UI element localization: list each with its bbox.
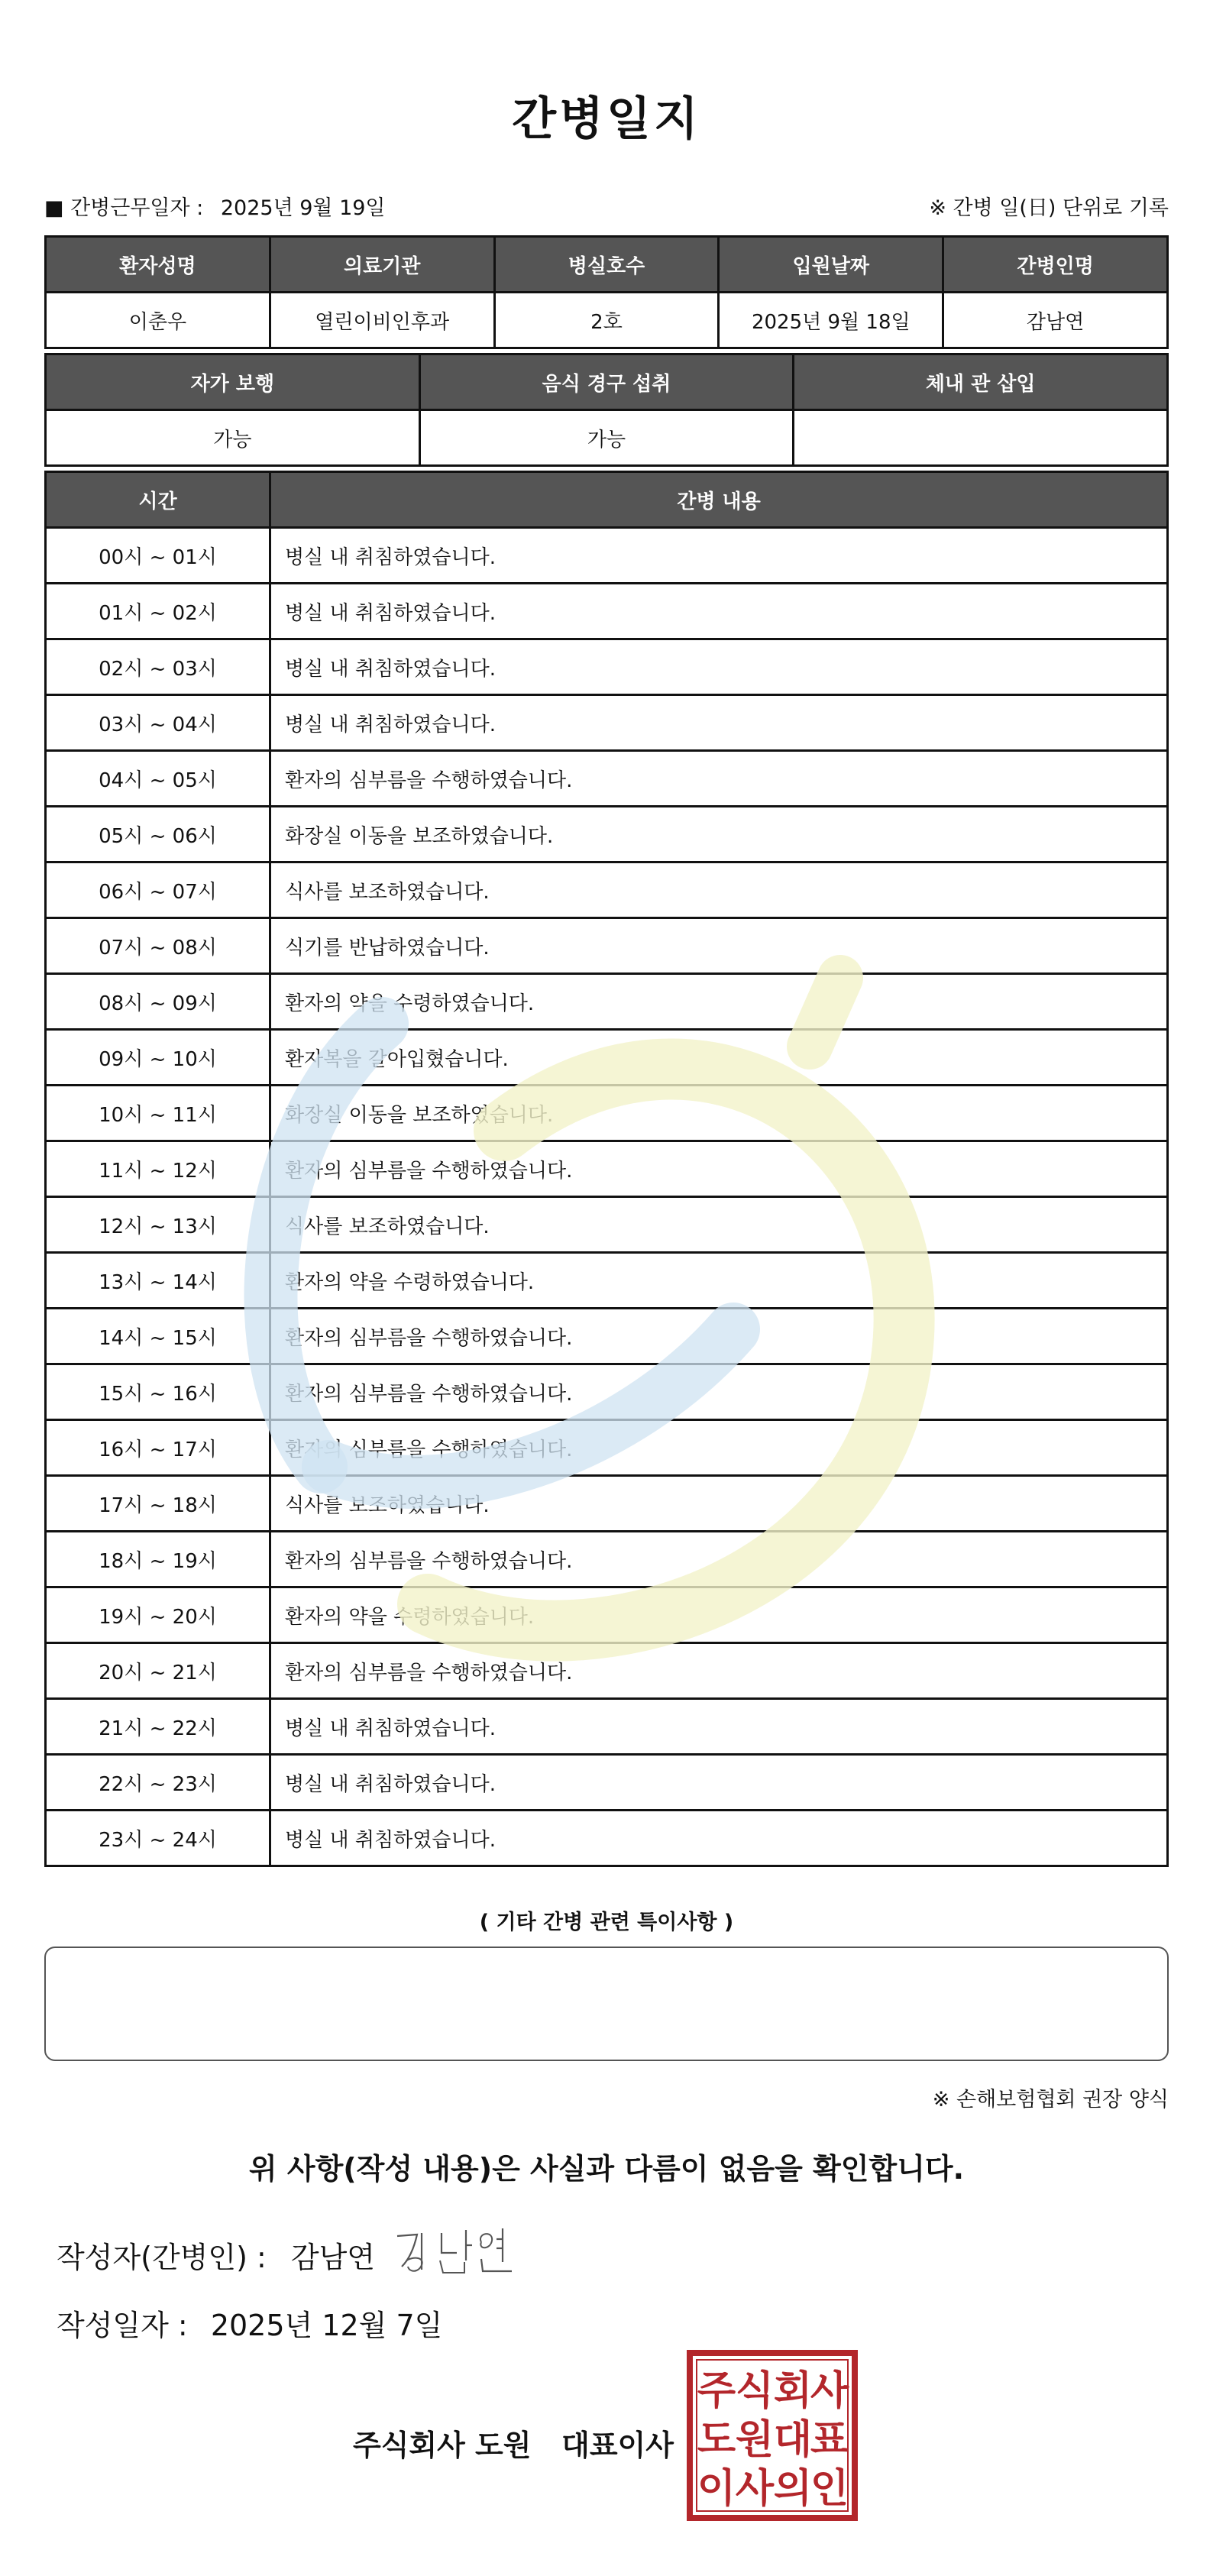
writer-line: [57, 2234, 375, 2276]
log-row: [46, 1755, 1168, 1811]
log-content: 식사를 보조하였습니다.: [270, 1476, 1168, 1532]
log-content: 식사를 보조하였습니다.: [270, 862, 1168, 918]
log-row: [46, 639, 1168, 695]
log-time: 08시 ~ 09시: [46, 974, 270, 1030]
log-content: 병실 내 취침하였습니다.: [270, 695, 1168, 751]
svg-text:대: 대: [773, 2417, 813, 2463]
log-time: 17시 ~ 18시: [46, 1476, 270, 1532]
log-row: [46, 862, 1168, 918]
log-row: [46, 1309, 1168, 1364]
log-content: 병실 내 취침하였습니다.: [270, 1755, 1168, 1811]
hospital-name: 열린이비인후과: [270, 293, 494, 348]
page-title: 간병일지: [512, 92, 701, 146]
work-date: [44, 191, 386, 221]
writer-label: 작성자(간병인) :: [57, 2241, 267, 2274]
log-content: 병실 내 취침하였습니다.: [270, 639, 1168, 695]
info-header: 병실호수: [494, 237, 719, 293]
work-date-label: ■ 간병근무일자 :: [44, 196, 204, 220]
admission-date: 2025년 9월 18일: [719, 293, 943, 348]
log-time: 23시 ~ 24시: [46, 1811, 270, 1866]
log-row: [46, 1086, 1168, 1141]
log-content: 식기를 반납하였습니다.: [270, 918, 1168, 974]
status-header: 자가 보행: [46, 354, 420, 410]
log-content: 환자의 심부름을 수행하였습니다.: [270, 1309, 1168, 1364]
room-number: 2호: [494, 293, 719, 348]
patient-status-table: [44, 353, 1169, 467]
log-header-content: 간병 내용: [270, 472, 1168, 528]
log-time: 07시 ~ 08시: [46, 918, 270, 974]
log-row: [46, 1197, 1168, 1253]
company-ceo-label: 주식회사 도원 대표이사: [353, 2429, 674, 2462]
svg-text:회: 회: [773, 2368, 813, 2414]
work-date-value: 2025년 9월 19일: [220, 196, 386, 220]
log-content: 환자의 약을 수령하였습니다.: [270, 974, 1168, 1030]
log-content: 병실 내 취침하였습니다.: [270, 1811, 1168, 1866]
log-row: [46, 751, 1168, 807]
info-header: 입원날짜: [719, 237, 943, 293]
log-header-time: 시간: [46, 472, 270, 528]
log-content: 환자의 심부름을 수행하였습니다.: [270, 1420, 1168, 1476]
log-time: 22시 ~ 23시: [46, 1755, 270, 1811]
log-time: 13시 ~ 14시: [46, 1253, 270, 1309]
log-content: 환자의 약을 수령하였습니다.: [270, 1253, 1168, 1309]
record-note: ※ 간병 일(日) 단위로 기록: [929, 196, 1169, 220]
log-time: 05시 ~ 06시: [46, 807, 270, 862]
log-row: [46, 1141, 1168, 1197]
form-note: ※ 손해보험협회 권장 양식: [932, 2088, 1169, 2112]
log-time: 10시 ~ 11시: [46, 1086, 270, 1141]
log-time: 03시 ~ 04시: [46, 695, 270, 751]
log-row: [46, 584, 1168, 639]
confirmation-statement: 위 사항(작성 내용)은 사실과 다름이 없음을 확인합니다.: [248, 2152, 965, 2186]
log-time: 15시 ~ 16시: [46, 1364, 270, 1420]
patient-name: 이춘우: [46, 293, 270, 348]
log-content: 환자의 약을 수령하였습니다.: [270, 1587, 1168, 1643]
written-date-value: 2025년 12월 7일: [210, 2309, 443, 2342]
log-time: 14시 ~ 15시: [46, 1309, 270, 1364]
care-log-table: [44, 471, 1169, 1867]
log-content: 환자의 심부름을 수행하였습니다.: [270, 1141, 1168, 1197]
log-row: [46, 918, 1168, 974]
log-content: 환자복을 갈아입혔습니다.: [270, 1030, 1168, 1086]
log-row: [46, 695, 1168, 751]
log-content: 병실 내 취침하였습니다.: [270, 528, 1168, 584]
log-row: [46, 1420, 1168, 1476]
writer-name: 감남연: [290, 2241, 375, 2274]
log-content: 병실 내 취침하였습니다.: [270, 584, 1168, 639]
log-row: [46, 1699, 1168, 1755]
log-content: 환자의 심부름을 수행하였습니다.: [270, 1532, 1168, 1587]
svg-text:식: 식: [735, 2368, 775, 2414]
svg-text:이: 이: [697, 2466, 736, 2512]
status-header: 음식 경구 섭취: [419, 354, 794, 410]
log-row: [46, 1643, 1168, 1699]
svg-text:인: 인: [810, 2466, 849, 2512]
log-content: 화장실 이동을 보조하였습니다.: [270, 807, 1168, 862]
log-time: 19시 ~ 20시: [46, 1587, 270, 1643]
log-time: 09시 ~ 10시: [46, 1030, 270, 1086]
log-time: 00시 ~ 01시: [46, 528, 270, 584]
svg-text:주: 주: [697, 2368, 736, 2414]
log-row: [46, 528, 1168, 584]
log-time: 18시 ~ 19시: [46, 1532, 270, 1587]
written-date-line: [57, 2302, 442, 2344]
log-row: [46, 1476, 1168, 1532]
status-header: 체내 관 삽입: [794, 354, 1168, 410]
log-row: [46, 807, 1168, 862]
log-content: 환자의 심부름을 수행하였습니다.: [270, 1364, 1168, 1420]
log-row: [46, 974, 1168, 1030]
company-seal-stamp: [686, 2349, 859, 2522]
log-time: 01시 ~ 02시: [46, 584, 270, 639]
patient-info-table: [44, 235, 1169, 349]
log-time: 21시 ~ 22시: [46, 1699, 270, 1755]
log-time: 11시 ~ 12시: [46, 1141, 270, 1197]
log-row: [46, 1253, 1168, 1309]
log-time: 02시 ~ 03시: [46, 639, 270, 695]
log-content: 식사를 보조하였습니다.: [270, 1197, 1168, 1253]
log-content: 환자의 심부름을 수행하였습니다.: [270, 1643, 1168, 1699]
log-content: 환자의 심부름을 수행하였습니다.: [270, 751, 1168, 807]
svg-text:사: 사: [810, 2368, 849, 2414]
log-row: [46, 1811, 1168, 1866]
work-date-row: [44, 191, 1169, 222]
self-walking-value: 가능: [46, 410, 420, 466]
info-header: 간병인명: [943, 237, 1168, 293]
handwritten-signature: [391, 2219, 529, 2280]
svg-text:사: 사: [735, 2466, 775, 2512]
written-date-label: 작성일자 :: [57, 2309, 188, 2342]
info-header: 환자성명: [46, 237, 270, 293]
log-time: 04시 ~ 05시: [46, 751, 270, 807]
caregiver-name: 감남연: [943, 293, 1168, 348]
log-row: [46, 1364, 1168, 1420]
svg-text:도: 도: [697, 2417, 736, 2463]
svg-text:표: 표: [810, 2417, 849, 2463]
tube-insertion-value: [794, 410, 1168, 466]
notes-title: ( 기타 간병 관련 특이사항 ): [479, 1911, 734, 1934]
log-row: [46, 1030, 1168, 1086]
info-header: 의료기관: [270, 237, 494, 293]
log-time: 06시 ~ 07시: [46, 862, 270, 918]
svg-text:의: 의: [773, 2466, 813, 2512]
care-log-body: [46, 528, 1168, 1866]
log-time: 20시 ~ 21시: [46, 1643, 270, 1699]
log-time: 12시 ~ 13시: [46, 1197, 270, 1253]
log-row: [46, 1587, 1168, 1643]
special-notes-box: [44, 1947, 1169, 2061]
log-content: 화장실 이동을 보조하였습니다.: [270, 1086, 1168, 1141]
svg-text:원: 원: [735, 2417, 775, 2463]
log-row: [46, 1532, 1168, 1587]
oral-intake-value: 가능: [419, 410, 794, 466]
log-time: 16시 ~ 17시: [46, 1420, 270, 1476]
log-content: 병실 내 취침하였습니다.: [270, 1699, 1168, 1755]
